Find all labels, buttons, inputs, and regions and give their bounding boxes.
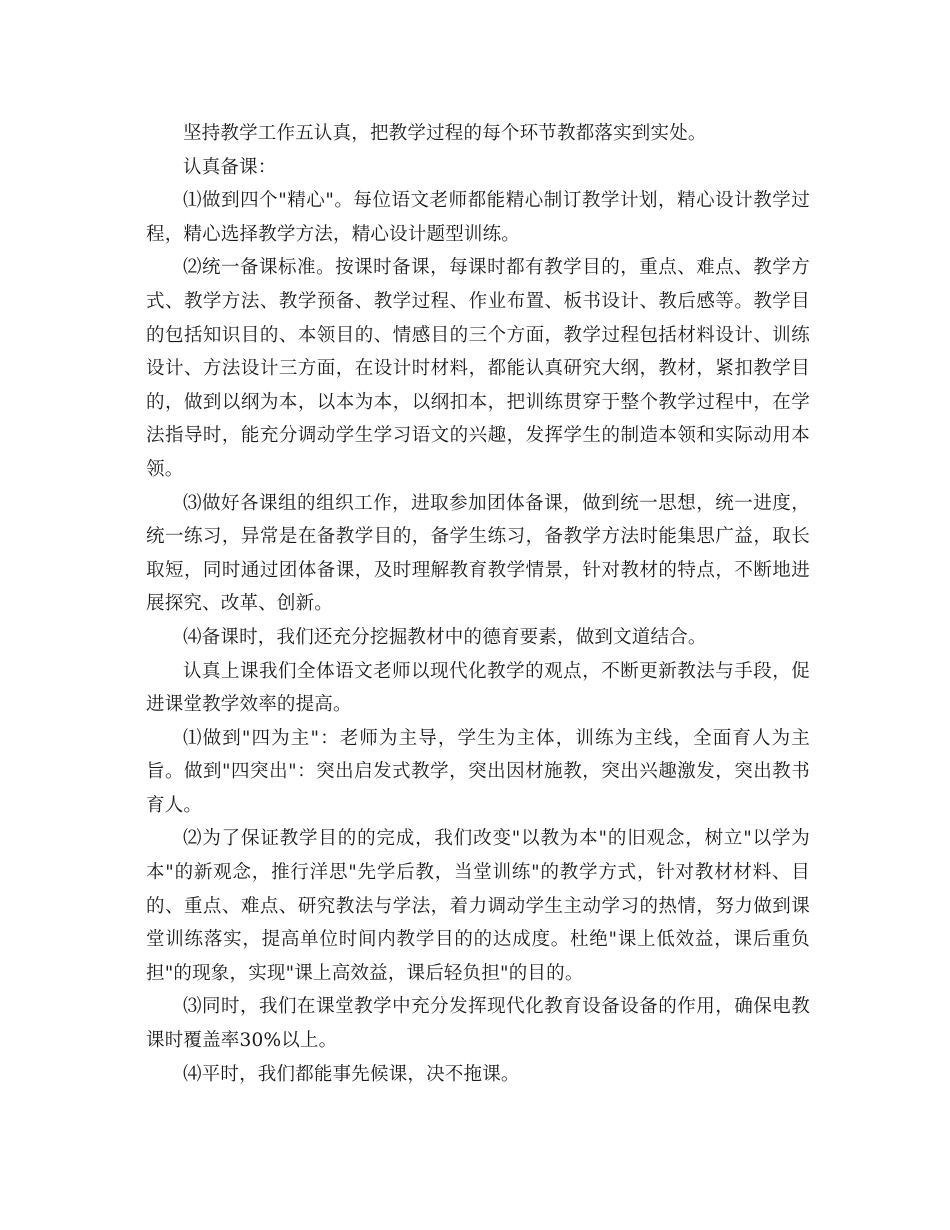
paragraph: 认真备课：	[183, 156, 277, 178]
paragraph: 认真上课我们全体语文老师以现代化教学的观点，不断更新教法与手段，促进课堂教学效率的提高。	[146, 660, 810, 716]
paragraph: ⑵统一备课标准。按课时备课，每课时都有教学目的，重点、难点、教学方式、教学方法、教学预备、教学过程、作业布置、板书设计、教后感等。教学目的包括知识目的、本领目的、情感目的三个方面，教学过程包括材料设计、训练设计、方法设计三方面，在设计时材料，都能认真研究大纲，教材，紧扣教学目的，做到以纲为本，以本为本，以纲扣本，把训练贯穿于整个教学过程中，在学法指导时，能充分调动学生学习语文的兴趣，发挥学生的制造本领和实际动用本领。	[146, 257, 810, 480]
paragraph: ⑵为了保证教学目的的完成，我们改变"以教为本"的旧观念，树立"以学为本"的新观念，推行洋思"先学后教，当堂训练"的教学方式，针对教材材料、目的、重点、难点、研究教法与学法，着力调动学生主动学习的热情，努力做到课堂训练落实，提高单位时间内教学目的的达成度。杜绝"课上低效益，课后重负担"的现象，实现"课上高效益，课后轻负担"的目的。	[146, 828, 810, 984]
paragraph: ⑶同时，我们在课堂教学中充分发挥现代化教育设备设备的作用，确保电教课时覆盖率30%以上。	[146, 996, 810, 1052]
paragraph: 坚持教学工作五认真，把教学过程的每个环节教都落实到实处。	[183, 123, 707, 144]
paragraph: ⑶做好各课组的组织工作，进取参加团体备课，做到统一思想，统一进度，统一练习，异常是在备教学目的，备学生练习，备教学方法时能集思广益，取长取短，同时通过团体备课，及时理解教育教学情景，针对教材的特点，不断地进展探究、改革、创新。	[146, 492, 810, 615]
paragraph: ⑴做到"四为主"：老师为主导，学生为主体，训练为主线，全面育人为主旨。做到"四突出"：突出启发式教学，突出因材施教，突出兴趣激发，突出教书育人。	[146, 727, 810, 816]
paragraph: ⑷平时，我们都能事先候课，决不拖课。	[183, 1063, 520, 1085]
paragraph: ⑴做到四个"精心"。每位语文老师都能精心制订教学计划，精心设计教学过程，精心选择教学方法，精心设计题型训练。	[146, 190, 810, 245]
paragraph: ⑷备课时，我们还充分挖掘教材中的德育要素，做到文道结合。	[183, 626, 707, 648]
document-body	[146, 117, 810, 1091]
